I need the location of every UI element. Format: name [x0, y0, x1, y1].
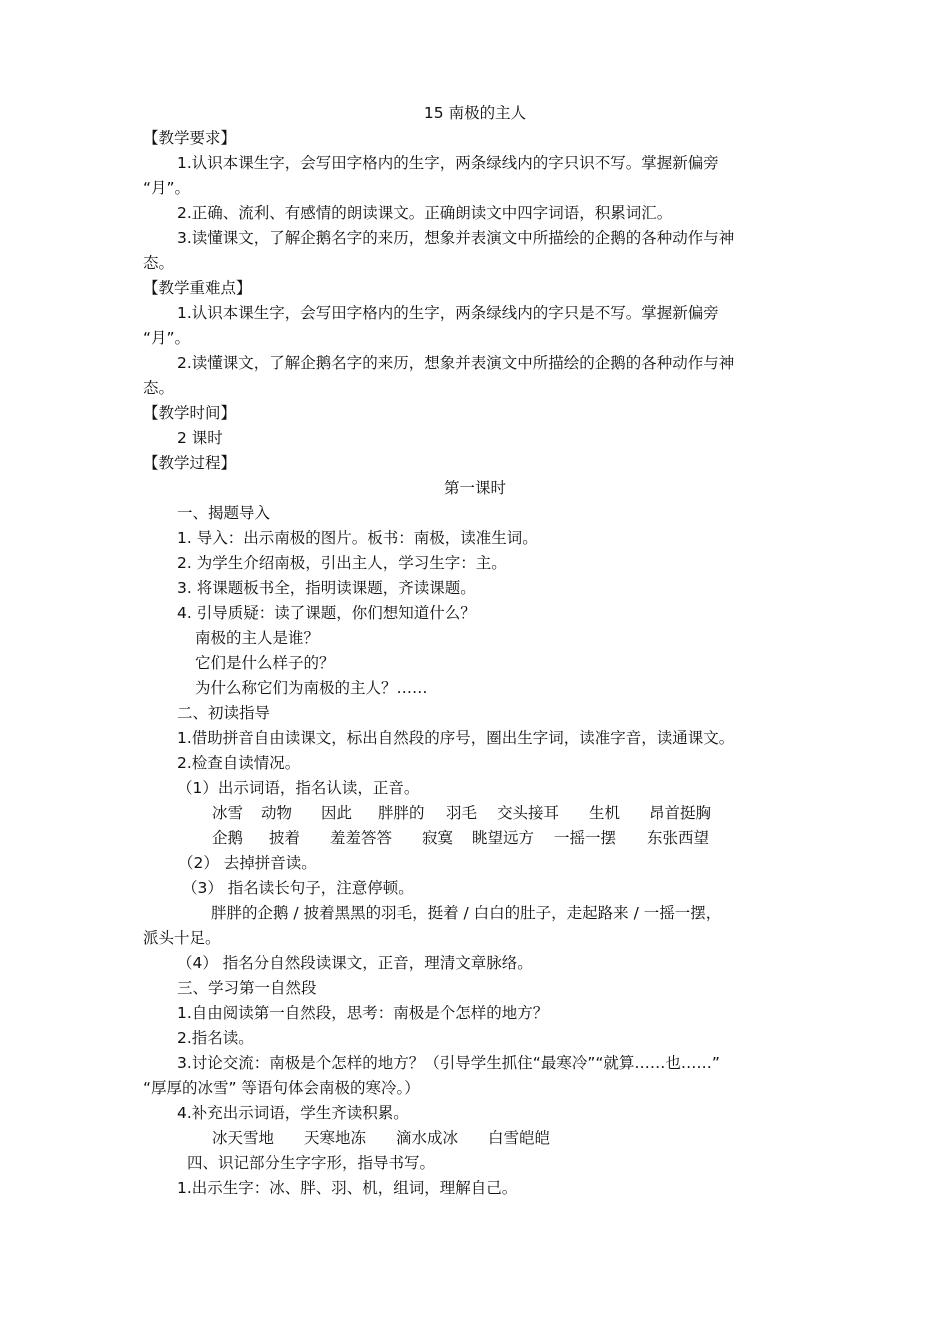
word-item: 企鹅 — [212, 829, 244, 847]
requirement-1-line-2: “月”。 — [143, 179, 191, 197]
heading-time: 【教学时间】 — [143, 404, 237, 422]
part-3-step-4: 4.补充出示词语，学生齐读积累。 — [177, 1104, 409, 1122]
page-title: 15 南极的主人 — [423, 104, 527, 122]
requirement-3-line-1: 3.读懂课文，了解企鹅名字的来历，想象并表演文中所描绘的企鹅的各种动作与神 — [177, 229, 735, 247]
word-item: 白雪皑皑 — [488, 1129, 551, 1147]
long-sentence-line-1: 胖胖的企鹅 / 披着黑黑的羽毛，挺着 / 白白的肚子，走起路来 / 一摇一摆， — [211, 904, 722, 922]
word-item: 羽毛 — [446, 804, 478, 822]
word-item: 冰天雪地 — [212, 1129, 275, 1147]
part-1-step-2: 2. 为学生介绍南极，引出主人，学习生字：主。 — [177, 554, 507, 572]
word-item: 寂寞 — [422, 829, 454, 847]
word-item: 冰雪 — [212, 804, 244, 822]
part-3-step-3-line-2: “厚厚的冰雪” 等语句体会南极的寒冷。） — [143, 1079, 420, 1097]
word-item: 天寒地冻 — [304, 1129, 367, 1147]
question-1: 南极的主人是谁？ — [195, 629, 320, 647]
heading-requirements: 【教学要求】 — [143, 129, 237, 147]
word-item: 一摇一摆 — [554, 829, 617, 847]
part-1-step-4: 4. 引导质疑：读了课题，你们想知道什么？ — [177, 604, 476, 622]
key-point-2-line-2: 态。 — [143, 379, 175, 397]
word-item: 生机 — [589, 804, 621, 822]
heading-process: 【教学过程】 — [143, 454, 237, 472]
part-1-step-3: 3. 将课题板书全，指明读课题，齐读课题。 — [177, 579, 476, 597]
part-3-step-3-line-1: 3.讨论交流：南极是个怎样的地方？（引导学生抓住“最寒冷”“就算……也……” — [177, 1054, 720, 1072]
question-3: 为什么称它们为南极的主人？…… — [195, 679, 428, 697]
requirement-2: 2.正确、流利、有感情的朗读课文。正确朗读文中四字词语，积累词汇。 — [177, 204, 673, 222]
requirement-3-line-2: 态。 — [143, 254, 175, 272]
part-1-heading: 一、揭题导入 — [177, 504, 271, 522]
word-item: 披着 — [269, 829, 301, 847]
key-point-1-line-2: “月”。 — [143, 329, 191, 347]
part-4-step-1: 1.出示生字：冰、胖、羽、机，组词，理解自己。 — [177, 1179, 518, 1197]
key-point-1-line-1: 1.认识本课生字，会写田字格内的生字，两条绿线内的字只是不写。掌握新偏旁 — [177, 304, 719, 322]
part-1-step-1: 1. 导入：出示南极的图片。板书：南极，读准生词。 — [177, 529, 538, 547]
word-item: 滴水成冰 — [396, 1129, 459, 1147]
word-item: 动物 — [261, 804, 293, 822]
key-point-2-line-1: 2.读懂课文，了解企鹅名字的来历，想象并表演文中所描绘的企鹅的各种动作与神 — [177, 354, 735, 372]
part-2-step-2: 2.检查自读情况。 — [177, 754, 301, 772]
word-item: 东张西望 — [647, 829, 710, 847]
word-item: 因此 — [321, 804, 353, 822]
long-sentence-line-2: 派头十足。 — [143, 929, 221, 947]
part-2-step-1: 1.借助拼音自由读课文，标出自然段的序号，圈出生字词，读准字音，读通课文。 — [177, 729, 735, 747]
word-item: 交头接耳 — [497, 804, 560, 822]
part-2-sub-4: （4） 指名分自然段读课文，正音，理清文章脉络。 — [177, 954, 533, 972]
heading-key-points: 【教学重难点】 — [143, 279, 252, 297]
time-value: 2 课时 — [177, 429, 223, 447]
part-2-sub-3: （3） 指名读长句子，注意停顿。 — [182, 879, 414, 897]
part-4-heading: 四、识记部分生字字形，指导书写。 — [187, 1154, 436, 1172]
word-item: 羞羞答答 — [330, 829, 393, 847]
word-item: 胖胖的 — [378, 804, 425, 822]
part-2-sub-2: （2） 去掉拼音读。 — [178, 854, 317, 872]
lesson-1-title: 第一课时 — [443, 479, 506, 497]
word-item: 眺望远方 — [472, 829, 535, 847]
part-2-sub-1: （1）出示词语，指名认读，正音。 — [177, 779, 420, 797]
part-2-heading: 二、初读指导 — [177, 704, 271, 722]
part-3-heading: 三、学习第一自然段 — [177, 979, 317, 997]
part-3-step-2: 2.指名读。 — [177, 1029, 254, 1047]
part-3-step-1: 1.自由阅读第一自然段，思考：南极是个怎样的地方？ — [177, 1004, 549, 1022]
requirement-1-line-1: 1.认识本课生字，会写田字格内的生字，两条绿线内的字只识不写。掌握新偏旁 — [177, 154, 719, 172]
question-2: 它们是什么样子的？ — [195, 654, 335, 672]
word-item: 昂首挺胸 — [649, 804, 712, 822]
